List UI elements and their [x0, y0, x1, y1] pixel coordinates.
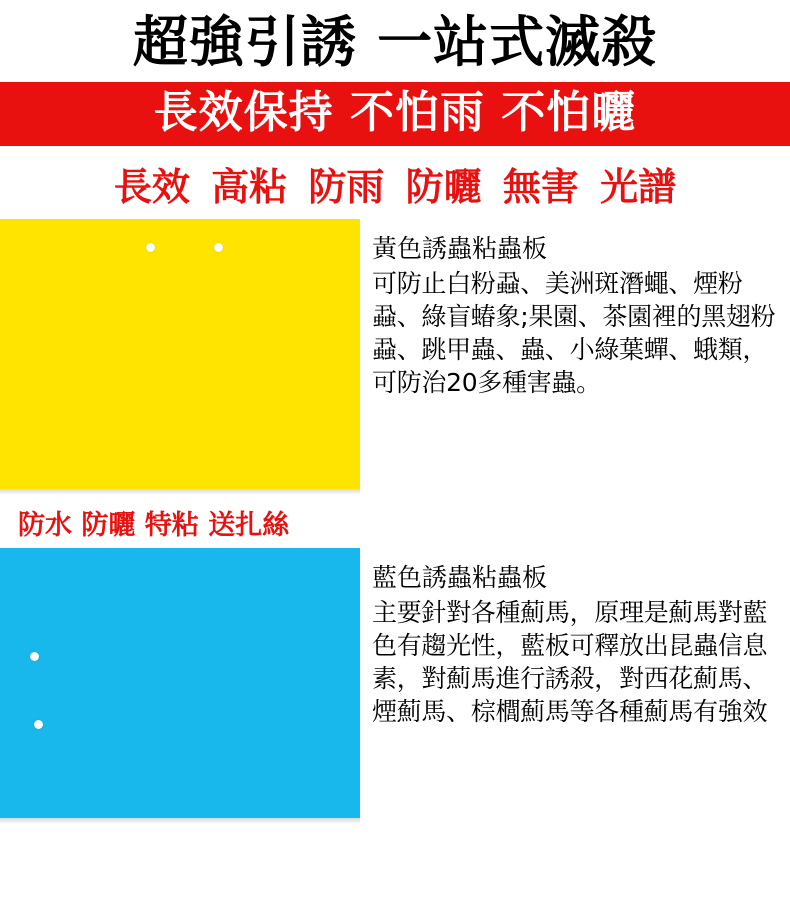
blue-product-title: 藍色誘蟲粘蟲板 — [372, 563, 548, 593]
keyword-row — [0, 146, 790, 219]
blue-description — [360, 548, 790, 727]
yellow-product-body: 可防止白粉蝨、美洲斑潛蠅、煙粉蝨、綠盲蝽象;果園、茶園裡的黑翅粉蝨、跳甲蟲、蟲、小綠葉蟬、蛾類，可防治20多種害蟲。 — [372, 268, 776, 397]
product-blue — [0, 548, 790, 824]
yellow-product-title: 黃色誘蟲粘蟲板 — [372, 234, 548, 264]
product-yellow — [0, 219, 790, 495]
keyword-item: 防雨 — [308, 165, 385, 210]
board-shadow — [0, 489, 360, 495]
keyword-item: 高粘 — [211, 165, 288, 210]
banner-text: 長效保持 不怕雨 不怕曬 — [0, 82, 790, 147]
keyword-item: 光譜 — [600, 165, 677, 210]
subline-row — [0, 495, 790, 548]
keyword-item: 防曬 — [405, 165, 482, 210]
board-shadow — [0, 818, 360, 824]
blue-sticky-board — [0, 548, 360, 818]
board-hole-icon — [30, 652, 39, 661]
page-title: 超強引誘 一站式滅殺 — [132, 10, 658, 74]
yellow-board-wrap — [0, 219, 360, 495]
subline-left — [0, 495, 360, 548]
board-hole-icon — [214, 243, 223, 252]
blue-board-wrap — [0, 548, 360, 824]
board-hole-icon — [34, 720, 43, 729]
board-hole-icon — [146, 243, 155, 252]
yellow-sticky-board — [0, 219, 360, 489]
keyword-item: 無害 — [502, 165, 579, 210]
feature-subline: 防水 防曬 特粘 送扎絲 — [18, 510, 290, 542]
yellow-description — [360, 219, 790, 398]
keyword-item: 長效 — [113, 165, 190, 210]
blue-product-body: 主要針對各種薊馬，原理是薊馬對藍色有趨光性，藍板可釋放出昆蟲信息素，對薊馬進行誘殺，對西花薊馬、煙薊馬、棕櫚薊馬等各種薊馬有強效 — [372, 597, 768, 726]
